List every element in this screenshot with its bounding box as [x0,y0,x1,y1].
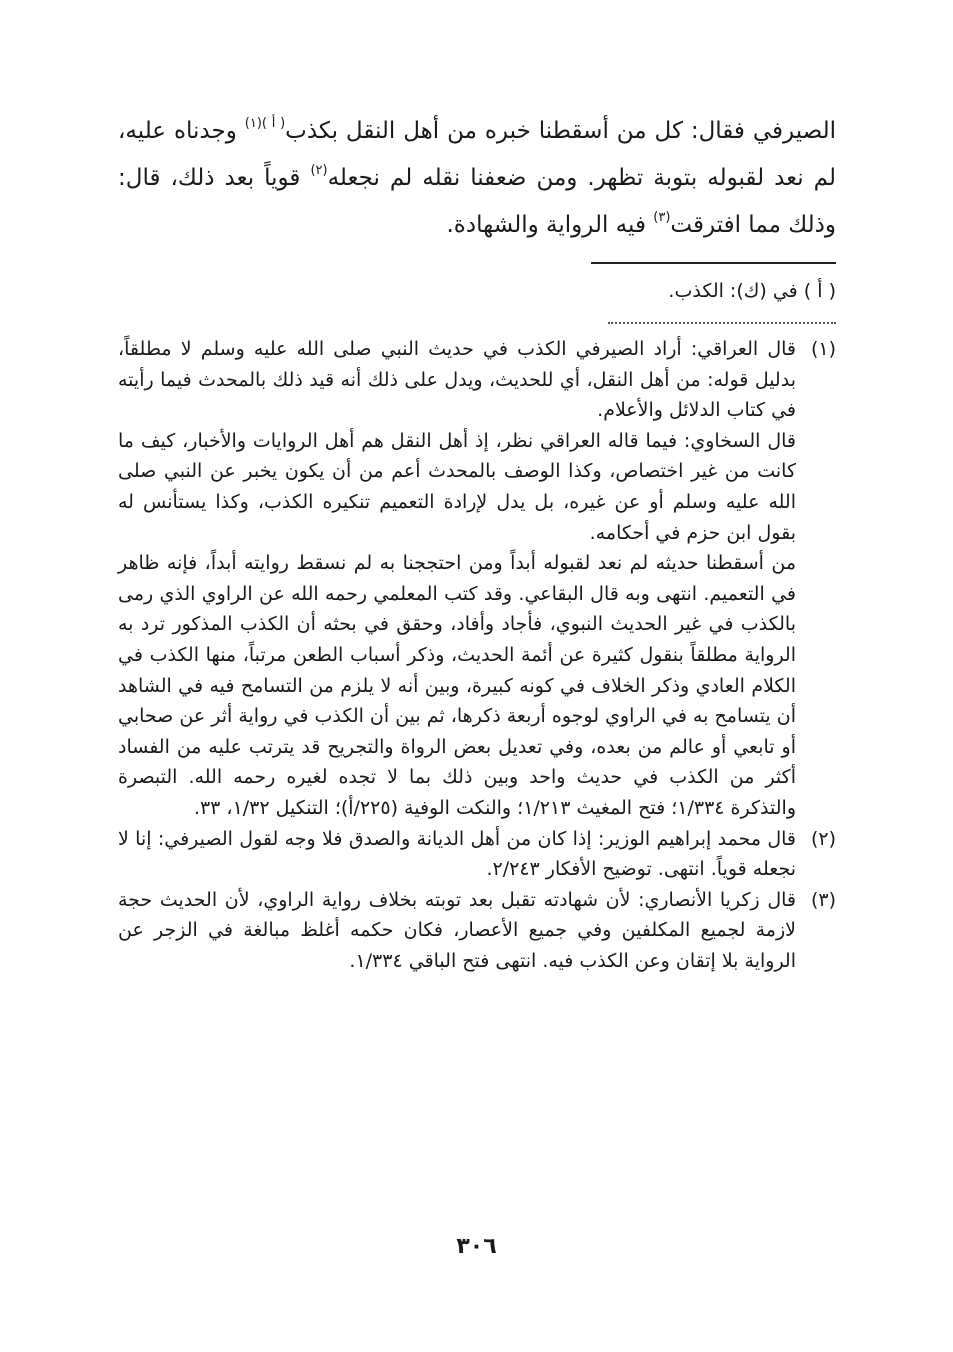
footnote-paragraph: قال السخاوي: فيما قاله العراقي نظر، إذ أهل النقل هم أهل الروايات والأخبار، كيف ما كانت من غير اختصاص، وكذا الوصف بالمحدث أعم من أن يكون يخبر عن النبي صلى الله عليه وسلم أو عن غيره، بل يدل لإرادة التعميم تنكيره الكذب، وكذا يستأنس له بقول ابن حزم في أحكامه. [118,429,796,544]
footnote-paragraph: قال العراقي: أراد الصيرفي الكذب في حديث النبي صلى الله عليه وسلم لا مطلقاً، بدليل قوله: من أهل النقل، أي للحديث، ويدل على ذلك أنه قيد ذلك بالمحدث فيما رأيته في كتاب الدلائل والأعلام. [118,338,796,422]
dotted-separator [608,322,836,324]
footnote-1 [118,334,836,824]
footnote-number: (٢) [810,827,836,850]
main-paragraph [118,108,836,249]
variant-marker-a: ( أ ) [261,116,286,132]
footnote-number: (١) [810,338,836,360]
main-text-segment: فيه الرواية والشهادة. [446,212,654,238]
footnote-marker-1: (١) [244,116,262,132]
footnote-body [118,885,796,977]
footnote-marker-2: (٢) [310,163,328,179]
main-text-block [118,108,836,249]
footnote-paragraph: قال محمد إبراهيم الوزير: إذا كان من أهل الديانة والصدق فلا وجه لقول الصيرفي: إنا لا نجعله قوياً. انتهى. توضيح الأفكار ٢/٢٤٣. [118,827,796,881]
footnote-marker-3: (٣) [653,210,671,226]
footnote-paragraph: من أسقطنا حديثه لم نعد لقبوله أبداً ومن احتججنا به لم نسقط روايته أبداً، فإنه ظاهر في التعميم. انتهى وبه قال البقاعي. وقد كتب المعلمي رحمه الله عن الراوي الذي رمى بالكذب في غير الحديث النبوي، فأجاد وأفاد، وحقق في بحثه أن الكذب المذكور ترد به الرواية مطلقاً بنقول كثيرة عن أئمة الحديث، وذكر أسباب الطعن مرتباً، منها الكذب في الكلام العادي وذكر الخلاف في كونه كبيرة، وبين أنه لا يلزم من التسامح فيه في الشاهد أن يتسامح به في الراوي لوجوه أربعة ذكرها، ثم بين أن الكذب في رواية أثر عن صحابي أو تابعي أو عالم من بعده، وفي تعديل بعض الرواة والتجريح قد يترتب عليه من الفساد أكثر من الكذب في حديث واحد وبين ذلك بما لا تجده لغيره رحمه الله. التبصرة والتذكرة ١/٣٣٤؛ فتح المغيث ١/٢١٣؛ والنكت الوفية (٢٢٥/أ)؛ التنكيل ١/٣٢، ٣٣. [118,552,796,819]
footnote-2 [118,824,836,885]
main-text-segment: وجدناه عليه، لم نعد لقبوله بتوبة تظهر. ومن ضعفنا نقله لم نجعله [118,118,836,191]
variant-note: ( أ ) في (ك): الكذب. [668,280,836,302]
footnote-separator [591,262,836,264]
footnotes-section [118,334,836,976]
page-number: ٣٠٦ [456,1234,497,1259]
footnote-body [118,824,796,885]
footnote-number: (٣) [810,888,836,911]
main-text-segment: الصيرفي فقال: كل من أسقطنا خبره من أهل النقل بكذب [285,118,836,144]
main-text-segment: قوياً بعد ذلك، قال: وذلك مما افترقت [118,165,836,238]
footnote-body [118,334,796,824]
footnote-3 [118,885,836,977]
footnote-paragraph: قال زكريا الأنصاري: لأن شهادته تقبل بعد توبته بخلاف رواية الراوي، لأن الحديث حجة لازمة لجميع المكلفين وفي جميع الأعصار، فكان حكمه أغلظ مبالغة في الزجر عن الرواية بلا إتقان وعن الكذب فيه. انتهى فتح الباقي ١/٣٣٤. [118,888,796,972]
